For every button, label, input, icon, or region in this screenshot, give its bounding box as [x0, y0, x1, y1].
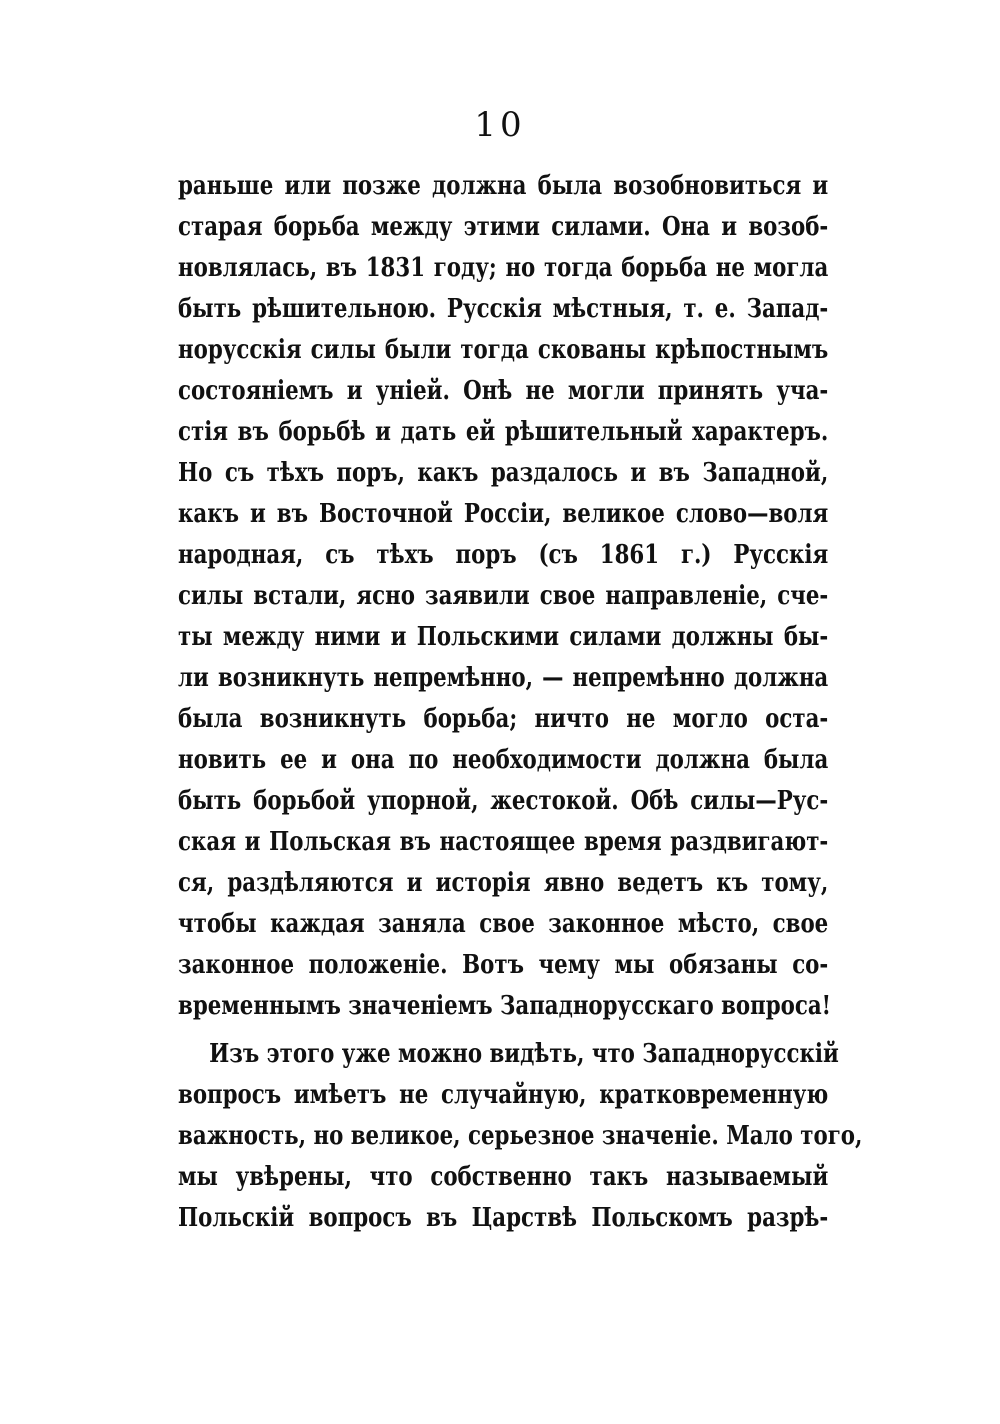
- text-line: Изъ этого уже можно видѣть, что Западнорусскій: [209, 1039, 839, 1069]
- text-line: Но съ тѣхъ поръ, какъ раздалось и въ Западной,: [178, 458, 829, 488]
- text-line: временнымъ значеніемъ Западнорусскаго вопроса!: [178, 991, 832, 1021]
- text-line: мы увѣрены, что собственно такъ называемый: [178, 1162, 829, 1192]
- text-line: норусскія силы были тогда скованы крѣпостнымъ: [178, 335, 829, 365]
- paragraph-2: [178, 1034, 863, 1239]
- text-line: стія въ борьбѣ и дать ей рѣшительный характеръ.: [178, 417, 829, 447]
- text-line: ли возникнуть непремѣнно, — непремѣнно должна: [178, 663, 829, 693]
- text-line: быть рѣшительною. Русскія мѣстныя, т. е. Запад-: [178, 294, 829, 324]
- text-line: законное положеніе. Вотъ чему мы обязаны со-: [178, 950, 829, 980]
- page-number: 10: [474, 105, 526, 145]
- text-line: раньше или позже должна была возобновиться и: [178, 171, 829, 201]
- text-line: вопросъ имѣетъ не случайную, кратковременную: [178, 1080, 829, 1110]
- text-line: ся, раздѣляются и исторія явно ведетъ къ тому,: [178, 868, 829, 898]
- text-line: старая борьба между этими силами. Она и возоб-: [178, 212, 829, 242]
- text-line: народная, съ тѣхъ поръ (съ 1861 г.) Русскія: [178, 540, 829, 570]
- text-line: какъ и въ Восточной Россіи, великое слово—воля: [178, 499, 829, 529]
- paragraph-1: [178, 166, 832, 1027]
- text-line: быть борьбой упорной, жестокой. Обѣ силы—Рус-: [178, 786, 829, 816]
- text-line: ская и Польская въ настоящее время раздвигают-: [178, 827, 829, 857]
- text-line: чтобы каждая заняла свое законное мѣсто, свое: [178, 909, 829, 939]
- text-line: новлялась, въ 1831 году; но тогда борьба не могла: [178, 253, 829, 283]
- paragraph-gap: [178, 1027, 828, 1034]
- text-line: ты между ними и Польскими силами должны бы-: [178, 622, 829, 652]
- text-line: силы встали, ясно заявили свое направленіе, сче-: [178, 581, 829, 611]
- text-line: Польскій вопросъ въ Царствѣ Польскомъ разрѣ-: [178, 1203, 829, 1233]
- text-line: важность, но великое, серьезное значеніе. Мало того,: [178, 1121, 863, 1151]
- text-line: была возникнуть борьба; ничто не могло оста-: [178, 704, 829, 734]
- body-text: [178, 166, 863, 1239]
- text-line: новить ее и она по необходимости должна была: [178, 745, 829, 775]
- text-line: состояніемъ и уніей. Онѣ не могли принять уча-: [178, 376, 829, 406]
